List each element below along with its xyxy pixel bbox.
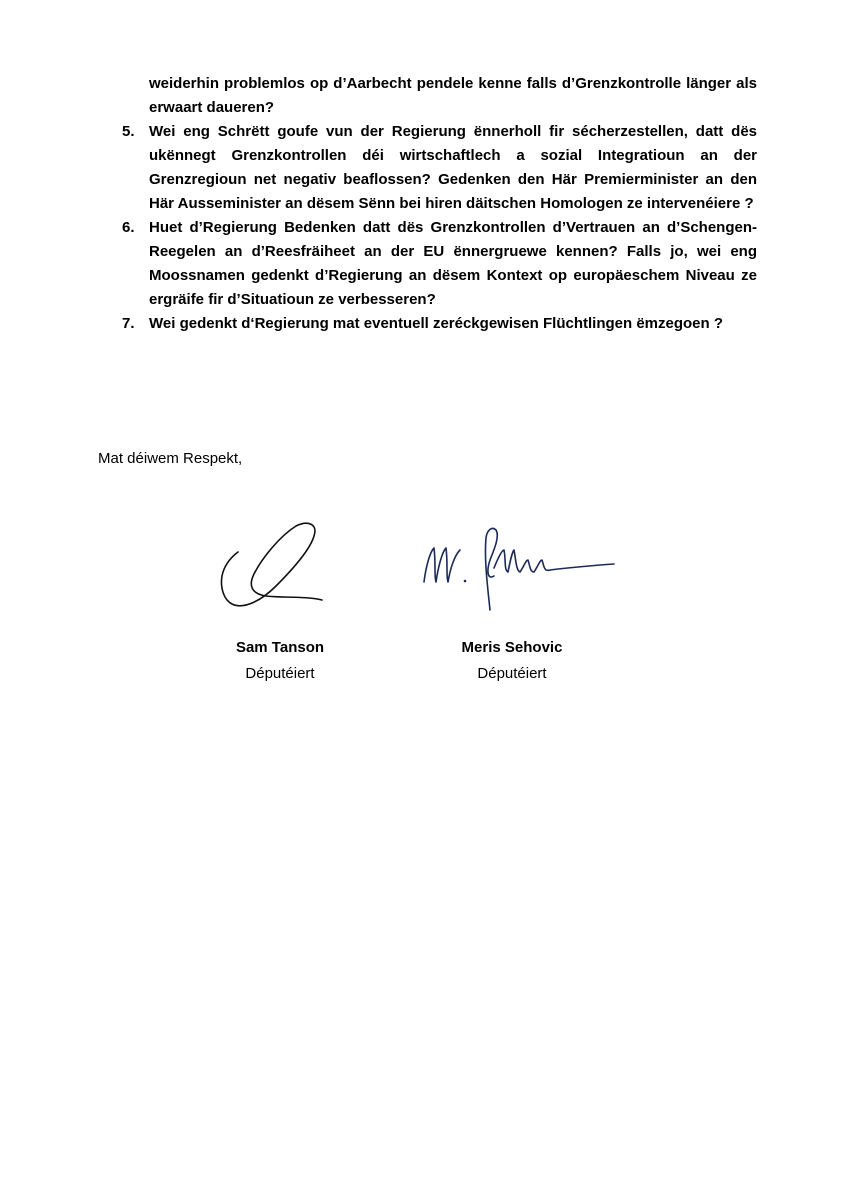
question-text: Wei eng Schrëtt goufe vun der Regierung ënnerholl fir sécherzestellen, datt dës ukënnegt Grenzkontrollen déi wirtschaftlech a sozial Integratioun an der Grenzregioun net negativ beaflossen? Gedenken den Här Premierminister an den Här Ausseminister an dësem Sënn bei hiren däitschen Homologen ze intervenéiere ? (149, 123, 757, 212)
question-text: weiderhin problemlos op d’Aarbecht pendele kenne falls d’Grenzkontrolle länger als erwaart daueren? (149, 75, 757, 116)
question-6 (0, 216, 843, 312)
closing-salutation: Mat déiwem Respekt, (98, 450, 243, 467)
question-5 (0, 120, 843, 216)
question-list (0, 72, 843, 336)
signatory-2 (446, 635, 578, 687)
question-number: 6. (122, 219, 135, 236)
signatory-name: Meris Sehovic (461, 639, 563, 656)
signatory-1 (220, 635, 340, 687)
signature-sam-tanson (210, 516, 330, 616)
signatory-name: Sam Tanson (235, 639, 325, 656)
question-number: 5. (122, 123, 135, 140)
question-text: Huet d’Regierung Bedenken datt dës Grenzkontrollen d’Vertrauen an d’Schengen-Reegelen an d’Reesfräiheet an der EU ënnergruewe kennen? Falls jo, wei eng Moossnamen gedenkt d’Regierung an dësem Kontext op europäeschem Niveau ze ergräife fir d’Situatioun ze verbesseren? (149, 219, 757, 308)
signatory-title: Députéiert (245, 665, 315, 682)
signature-meris-sehovic (416, 520, 621, 620)
question-number: 7. (122, 315, 135, 332)
question-4-continuation (0, 72, 843, 120)
question-7 (0, 312, 843, 336)
question-text: Wei gedenkt d‘Regierung mat eventuell zeréckgewisen Flüchtlingen ëmzegoen ? (149, 315, 724, 332)
signatory-title: Députéiert (477, 665, 547, 682)
